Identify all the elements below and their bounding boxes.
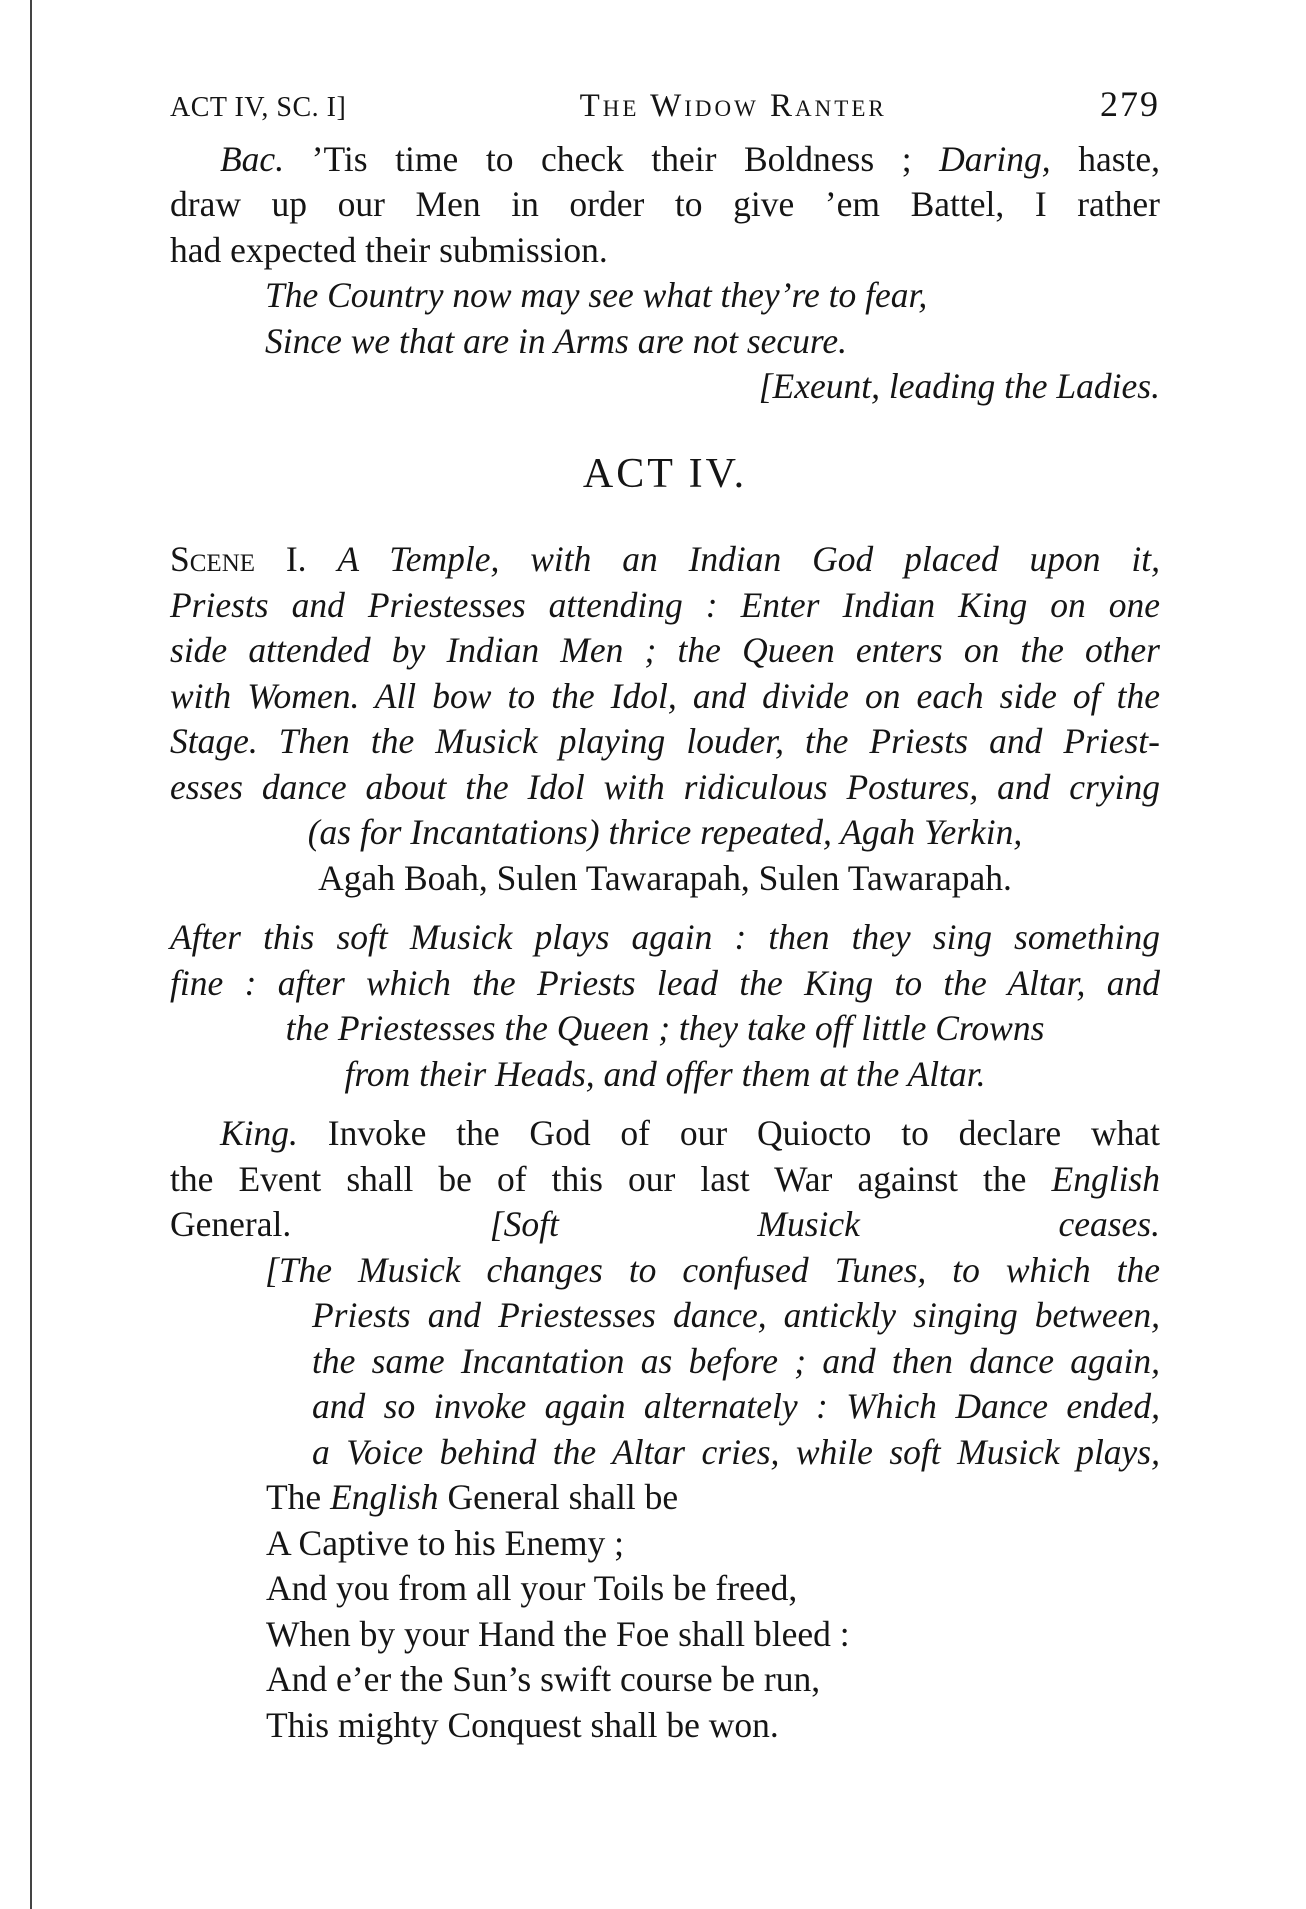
scene-line: esses dance about the Idol with ridiculous Postures, and crying	[170, 766, 1160, 807]
song-line: And e’er the Sun’s swift course be run,	[266, 1659, 821, 1699]
dance-direction	[170, 1248, 1160, 1476]
speaker-name: King.	[220, 1113, 298, 1153]
scene-description	[170, 537, 1160, 901]
oracle-song	[170, 1475, 1160, 1748]
scene-label: Scene I.	[170, 539, 307, 579]
scene-line: (as for Incantations) thrice repeated, Agah Yerkin,	[307, 812, 1023, 852]
direction-line: Priests and Priestesses dance, antickly singing between,	[312, 1295, 1160, 1335]
speech-line: King. Invoke the God of our Quiocto to declare what	[220, 1113, 1161, 1153]
character-name: Daring,	[939, 138, 1051, 179]
header-act-scene: ACT IV, SC. I]	[170, 92, 347, 123]
verse-line: The Country now may see what they’re to fear,	[265, 275, 928, 315]
page-gutter-line	[30, 0, 32, 1909]
scene-line: Priests and Priestesses attending : Enter Indian King on one	[170, 584, 1160, 625]
song-line: And you from all your Toils be freed,	[266, 1568, 798, 1608]
exit-direction: [Exeunt, leading the Ladies.	[758, 366, 1160, 406]
book-page	[170, 82, 1160, 1748]
direction-line: After this soft Musick plays again : then they sing something	[170, 917, 1160, 957]
act-heading: ACT IV.	[582, 450, 748, 497]
king-speech	[170, 1111, 1160, 1248]
incantation-line: Agah Boah, Sulen Tawarapah, Sulen Tawarapah.	[318, 857, 1012, 898]
song-line: The English General shall be	[266, 1477, 679, 1517]
direction-line: the same Incantation as before ; and then dance again,	[312, 1340, 1160, 1381]
song-line: A Captive to his Enemy ;	[266, 1522, 624, 1563]
speaker-name: Bac.	[220, 138, 285, 179]
direction-line: from their Heads, and offer them at the Altar.	[344, 1053, 986, 1094]
running-header	[170, 82, 1160, 131]
speech-line: draw up our Men in order to give ’em Battel, I rather	[170, 184, 1160, 224]
scene-line: Stage. Then the Musick playing louder, the Priests and Priest-	[170, 721, 1160, 761]
speech-line: the Event shall be of this our last War against the English	[170, 1158, 1160, 1199]
header-title: The Widow Ranter	[579, 88, 887, 124]
speech-line: Bac. ’Tis time to check their Boldness ; Daring, haste,	[220, 138, 1161, 179]
song-line: When by your Hand the Foe shall bleed :	[266, 1613, 850, 1654]
music-direction: [Soft Musick ceases.	[489, 1204, 1160, 1244]
page-number: 279	[1099, 84, 1160, 124]
speech-line: General. [Soft Musick ceases.	[170, 1204, 1160, 1244]
scene-line: Scene I. A Temple, with an Indian God placed upon it,	[170, 539, 1161, 579]
scene-line: side attended by Indian Men ; the Queen enters on the other	[170, 630, 1160, 670]
scene-line: with Women. All bow to the Idol, and divide on each side of the	[170, 675, 1160, 716]
direction-line: the Priestesses the Queen ; they take off little Crowns	[285, 1008, 1045, 1048]
verse-line: Since we that are in Arms are not secure.	[265, 320, 848, 361]
song-line: This mighty Conquest shall be won.	[266, 1704, 779, 1745]
direction-line: [The Musick changes to confused Tunes, to which the	[265, 1249, 1160, 1290]
direction-line: a Voice behind the Altar cries, while soft Musick plays,	[312, 1431, 1160, 1472]
direction-line: fine : after which the Priests lead the King to the Altar, and	[170, 962, 1160, 1003]
couplet	[170, 273, 1160, 364]
direction-line: and so invoke again alternately : Which Dance ended,	[312, 1386, 1160, 1426]
bacon-speech	[170, 137, 1160, 274]
speech-line: had expected their submission.	[170, 229, 608, 270]
stage-direction	[170, 915, 1160, 1097]
